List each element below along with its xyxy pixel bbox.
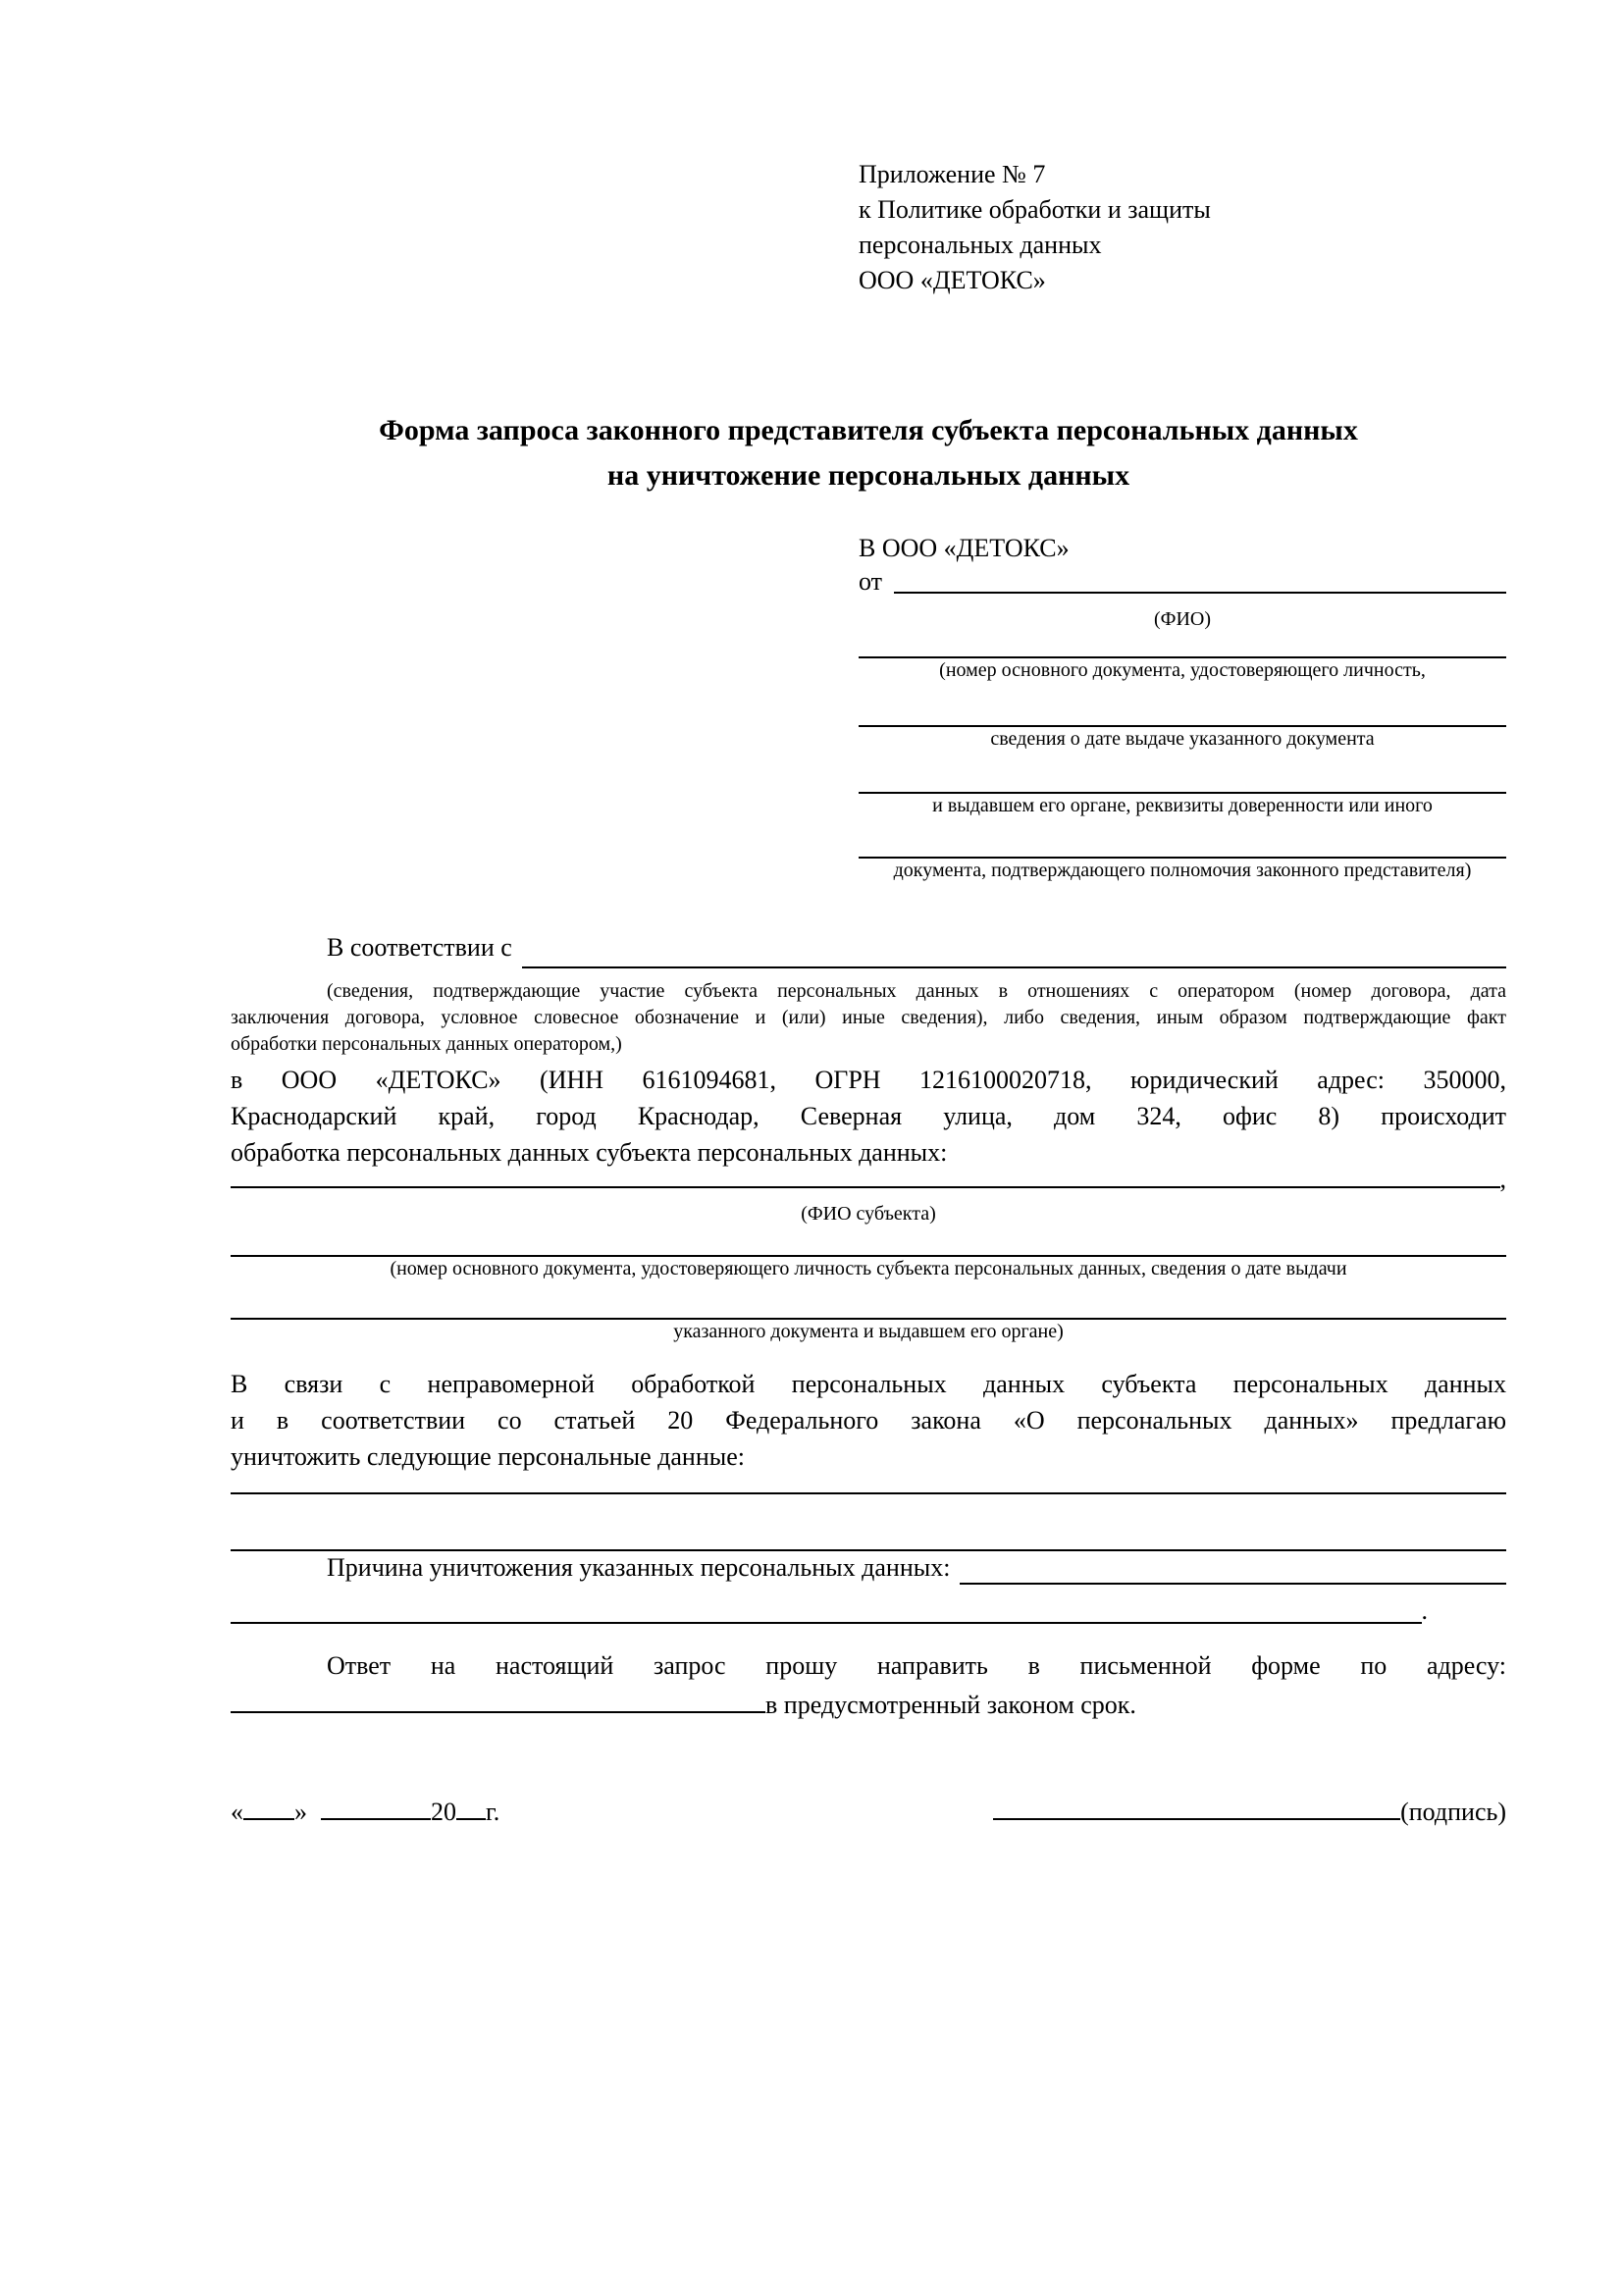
date-quote-open: « (231, 1798, 243, 1826)
rep-field-caption: и выдавшем его органе, реквизиты доверенности или иного (932, 795, 1433, 816)
appendix-line: Приложение № 7 (859, 160, 1046, 188)
demand-paragraph-line: В связи с неправомерной обработкой персональных данных субъекта персональных данных (231, 1370, 1506, 1398)
operator-paragraph-line: обработка персональных данных субъекта персональных данных: (231, 1138, 948, 1167)
from-field-line (894, 568, 1506, 594)
reason-continuation-line (231, 1622, 1422, 1624)
date-day-field-line (243, 1791, 294, 1820)
rep-field-line (859, 817, 1506, 859)
signature-group (993, 1791, 1506, 1830)
signature-field-line (993, 1791, 1400, 1820)
subject-doc-caption: (номер основного документа, удостоверяющего личность субъекта персональных данных, сведения о дате выдачи (390, 1258, 1347, 1279)
reason-period: . (1421, 1596, 1428, 1625)
accordance-row (231, 927, 1506, 968)
demand-paragraph-line: и в соответствии со статьей 20 Федерального закона «О персональных данных» предлагаю (231, 1406, 1506, 1435)
subject-fio-row (231, 1165, 1506, 1193)
page-title (231, 408, 1506, 498)
reason-continuation-row (231, 1585, 1506, 1624)
rep-field-line (859, 631, 1506, 658)
accordance-label: В соответствии с (327, 933, 512, 962)
date-year-field-line (456, 1791, 486, 1820)
date-signature-row (231, 1791, 1506, 1830)
subject-fio-field-line (231, 1186, 1500, 1188)
rep-field-caption: сведения о дате выдаче указанного документа (990, 728, 1375, 750)
answer-tail-row (231, 1684, 1506, 1720)
demand-paragraph (231, 1366, 1506, 1475)
subject-doc-field-line (231, 1280, 1506, 1320)
date-month-field-line (321, 1791, 431, 1820)
address-field-line (231, 1684, 765, 1713)
rep-field-caption: документа, подтверждающего полномочия законного представителя) (893, 860, 1472, 881)
subject-doc-caption: указанного документа и выдавшем его органе) (673, 1321, 1064, 1342)
rep-field-line (859, 682, 1506, 727)
accordance-note-line: (сведения, подтверждающие участие субъекта персональных данных в отношениях с оператором (номер договора, дата (327, 980, 1506, 1002)
accordance-field-line (522, 927, 1506, 968)
appendix-block (859, 157, 1506, 298)
reason-field-line (960, 1551, 1506, 1585)
demand-paragraph-line: уничтожить следующие персональные данные: (231, 1442, 745, 1471)
rep-field-caption: (номер основного документа, удостоверяющего личность, (939, 659, 1426, 681)
appendix-line: персональных данных (859, 231, 1102, 259)
addressee-line: В ООО «ДЕТОКС» (859, 534, 1070, 562)
reason-row (231, 1551, 1506, 1585)
subject-doc-field-line (231, 1226, 1506, 1257)
from-label: от (859, 567, 883, 596)
from-row (859, 568, 1506, 596)
document-content (231, 0, 1506, 1830)
subject-fio-comma: , (1499, 1165, 1506, 1193)
date-era-label: г. (486, 1798, 500, 1826)
accordance-note-line: заключения договора, условное словесное обозначение и (или) иные сведения), либо сведения, иным образом подтверждающие факт (231, 1007, 1506, 1028)
operator-paragraph (231, 1062, 1506, 1171)
appendix-line: ООО «ДЕТОКС» (859, 266, 1046, 294)
fio-caption: (ФИО) (1153, 608, 1211, 630)
operator-paragraph-line: в ООО «ДЕТОКС» (ИНН 6161094681, ОГРН 1216100020718, юридический адрес: 350000, (231, 1066, 1506, 1094)
answer-request-line: Ответ на настоящий запрос прошу направить в письменной форме по адресу: (327, 1651, 1506, 1680)
reason-label: Причина уничтожения указанных персональных данных: (327, 1553, 951, 1582)
subject-fio-caption: (ФИО субъекта) (801, 1203, 936, 1225)
rep-field-line (859, 751, 1506, 794)
answer-tail-text: в предусмотренный законом срок. (765, 1691, 1136, 1719)
accordance-note (231, 978, 1506, 1058)
data-blank-field-line (231, 1475, 1506, 1494)
signature-caption: (подпись) (1400, 1798, 1506, 1826)
date-quote-close: » (294, 1798, 307, 1826)
page-title-line: Форма запроса законного представителя субъекта персональных данных (379, 414, 1358, 446)
accordance-note-line: обработки персональных данных оператором,) (231, 1033, 622, 1055)
addressee-block (859, 530, 1506, 882)
operator-paragraph-line: Краснодарский край, город Краснодар, Северная улица, дом 324, офис 8) происходит (231, 1102, 1506, 1130)
date-group (231, 1791, 499, 1830)
date-year-prefix: 20 (431, 1798, 456, 1826)
page-title-line: на уничтожение персональных данных (606, 459, 1130, 492)
data-blank-field-line (231, 1494, 1506, 1551)
appendix-line: к Политике обработки и защиты (859, 195, 1211, 224)
